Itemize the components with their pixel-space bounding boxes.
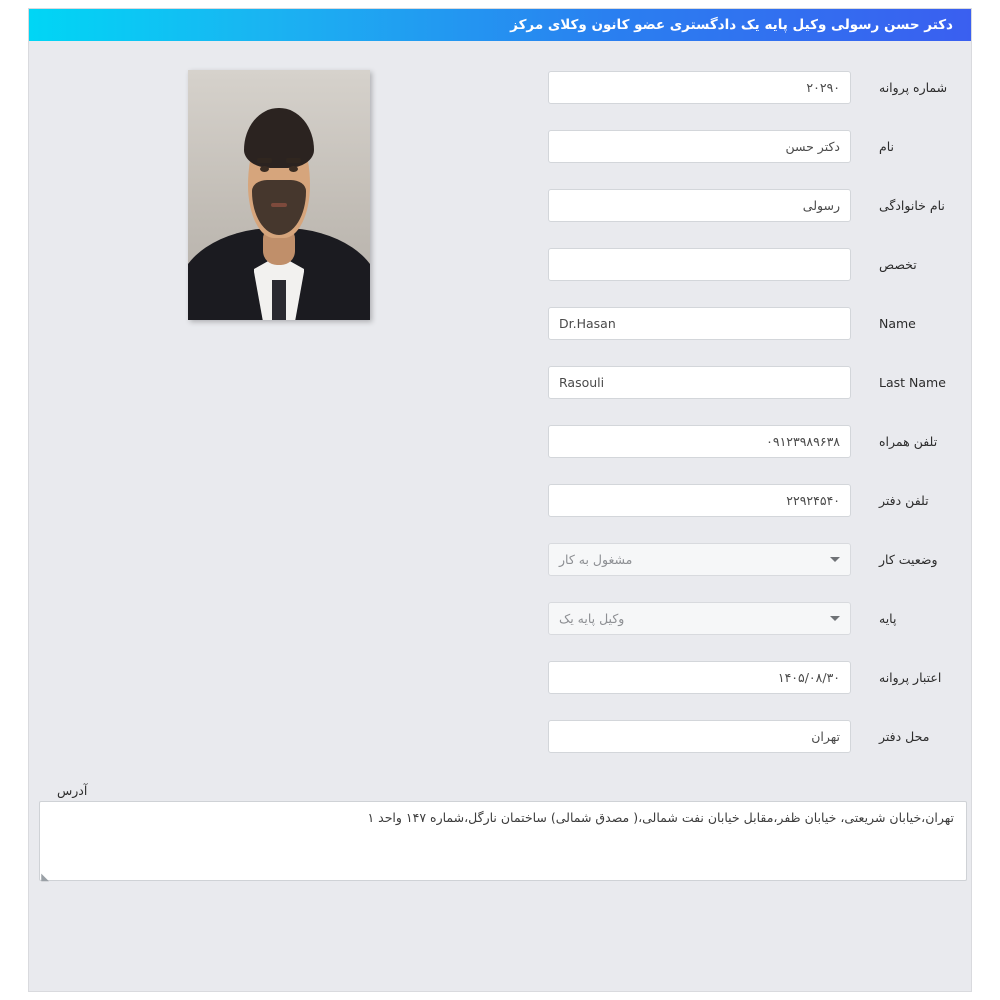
license-validity-input[interactable] (548, 661, 851, 694)
card-body (29, 41, 971, 991)
license-number-value: ۲۰۲۹۰ (806, 80, 840, 95)
address-textarea[interactable]: تهران،خیابان شریعتی، خیابان ظفر،مقابل خیابان نفت شمالی،( مصدق شمالی) ساختمان نارگل،شماره ۱۴۷ واحد ۱ (39, 801, 967, 881)
form-row (29, 424, 971, 459)
field-label-license-number: شماره پروانه (879, 80, 948, 95)
form-row (29, 188, 971, 223)
last-name-latin-value: Rasouli (559, 375, 605, 390)
specialty-input[interactable] (548, 248, 851, 281)
first-name-input[interactable] (548, 130, 851, 163)
name-latin-input[interactable] (548, 307, 851, 340)
form-row (29, 542, 971, 577)
field-label-grade: پایه (879, 611, 897, 626)
form-row (29, 247, 971, 282)
name-latin-value: Dr.Hasan (559, 316, 616, 331)
grade-select[interactable] (548, 602, 851, 635)
form-row (29, 660, 971, 695)
form-row (29, 306, 971, 341)
address-label: آدرس (57, 783, 88, 798)
resize-handle-icon[interactable]: ◣ (41, 872, 49, 883)
field-label-first-name: نام (879, 139, 895, 154)
field-label-last-name-latin: Last Name (879, 375, 946, 390)
mobile-phone-input[interactable] (548, 425, 851, 458)
office-location-value: تهران (811, 729, 840, 744)
field-label-last-name: نام خانوادگی (879, 198, 945, 213)
license-number-input[interactable] (548, 71, 851, 104)
window-titlebar (29, 9, 971, 41)
form-row (29, 483, 971, 518)
field-label-mobile-phone: تلفن همراه (879, 434, 938, 449)
chevron-down-icon (830, 614, 840, 624)
form-row (29, 129, 971, 164)
office-location-input[interactable] (548, 720, 851, 753)
mobile-phone-value: ۰۹۱۲۳۹۸۹۶۳۸ (766, 434, 840, 449)
chevron-down-icon (830, 555, 840, 565)
work-status-value: مشغول به کار (559, 552, 633, 567)
field-label-license-validity: اعتبار پروانه (879, 670, 942, 685)
field-label-office-location: محل دفتر (879, 729, 930, 744)
work-status-select[interactable] (548, 543, 851, 576)
profile-card (28, 8, 972, 992)
form-row (29, 601, 971, 636)
window-title: دکتر حسن رسولی وکیل پایه یک دادگستری عضو کانون وکلای مرکز (510, 17, 953, 33)
office-phone-input[interactable] (548, 484, 851, 517)
office-phone-value: ۲۲۹۲۴۵۴۰ (786, 493, 840, 508)
last-name-value: رسولی (802, 198, 840, 213)
field-label-office-phone: تلفن دفتر (879, 493, 929, 508)
form-row (29, 365, 971, 400)
field-label-specialty: تخصص (879, 257, 917, 272)
grade-value: وکیل پایه یک (559, 611, 625, 626)
field-label-work-status: وضعیت کار (879, 552, 938, 567)
form-row (29, 70, 971, 105)
license-validity-value: ۱۴۰۵/۰۸/۳۰ (777, 670, 840, 685)
first-name-value: دکتر حسن (785, 139, 840, 154)
last-name-input[interactable] (548, 189, 851, 222)
last-name-latin-input[interactable] (548, 366, 851, 399)
field-label-name-latin: Name (879, 316, 916, 331)
profile-form (29, 41, 971, 778)
form-row (29, 719, 971, 754)
